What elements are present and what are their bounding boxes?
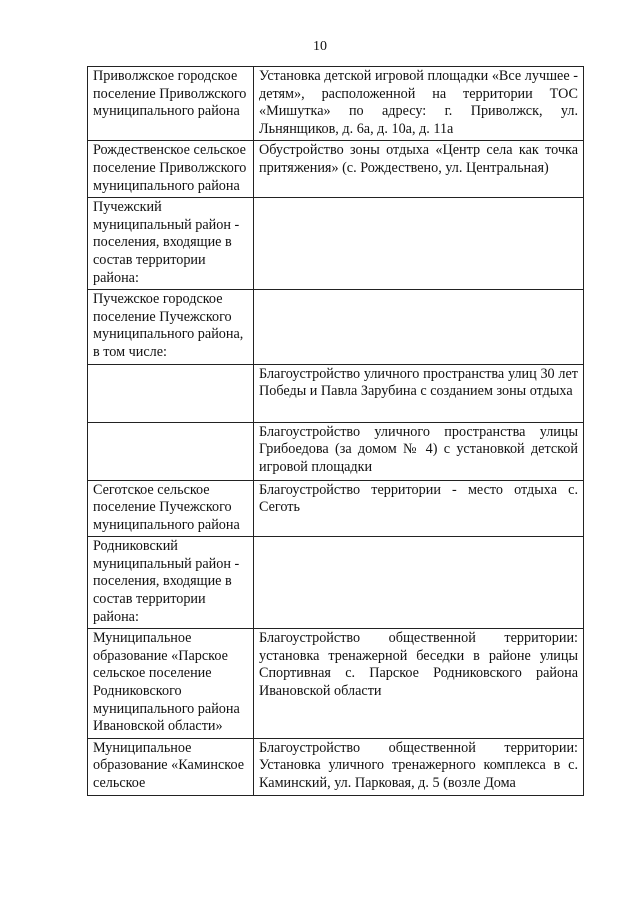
project-cell [254, 198, 584, 290]
municipality-cell [88, 422, 254, 480]
project-cell: Благоустройство территории - место отдыха с. Сеготь [254, 480, 584, 537]
table-row [88, 537, 584, 629]
municipality-cell [88, 364, 254, 422]
project-cell: Благоустройство уличного пространства улиц 30 лет Победы и Павла Зарубина с созданием зоны отдыха [254, 364, 584, 422]
project-cell: Благоустройство уличного пространства улицы Грибоедова (за домом № 4) с установкой детской игровой площадки [254, 422, 584, 480]
page-number: 10 [313, 39, 327, 54]
project-cell [254, 290, 584, 364]
municipal-projects-table [87, 66, 584, 796]
municipality-cell: Муниципальное образование «Каминское сельское [88, 738, 254, 795]
municipality-cell: Муниципальное образование «Парское сельское поселение Родниковского муниципального района Ивановской области» [88, 629, 254, 739]
table-row [88, 364, 584, 422]
municipality-cell: Родниковский муниципальный район - поселения, входящие в состав территории района: [88, 537, 254, 629]
table-row [88, 67, 584, 141]
project-cell: Установка детской игровой площадки «Все лучшее - детям», расположенной на территории ТОС «Мишутка» по адресу: г. Приволжск, ул. Льнянщиков, д. 6а, д. 10а, д. 11а [254, 67, 584, 141]
table-row [88, 738, 584, 795]
table-row [88, 480, 584, 537]
table-row [88, 629, 584, 739]
project-cell: Обустройство зоны отдыха «Центр села как точка притяжения» (с. Рождествено, ул. Центральная) [254, 141, 584, 198]
table-row [88, 198, 584, 290]
project-cell: Благоустройство общественной территории: Установка уличного тренажерного комплекса в с. Каминский, ул. Парковая, д. 5 (возле Дома [254, 738, 584, 795]
project-cell [254, 537, 584, 629]
project-cell: Благоустройство общественной территории: установка тренажерной беседки в районе улицы Спортивная с. Парское Родниковского района Ивановской области [254, 629, 584, 739]
table-row [88, 141, 584, 198]
municipality-cell: Сеготское сельское поселение Пучежского муниципального района [88, 480, 254, 537]
municipality-cell: Пучежское городское поселение Пучежского муниципального района, в том числе: [88, 290, 254, 364]
table-row [88, 422, 584, 480]
table-row [88, 290, 584, 364]
table-container [87, 66, 584, 905]
municipality-cell: Приволжское городское поселение Приволжского муниципального района [88, 67, 254, 141]
municipality-cell: Пучежский муниципальный район - поселения, входящие в состав территории района: [88, 198, 254, 290]
municipality-cell: Рождественское сельское поселение Приволжского муниципального района [88, 141, 254, 198]
